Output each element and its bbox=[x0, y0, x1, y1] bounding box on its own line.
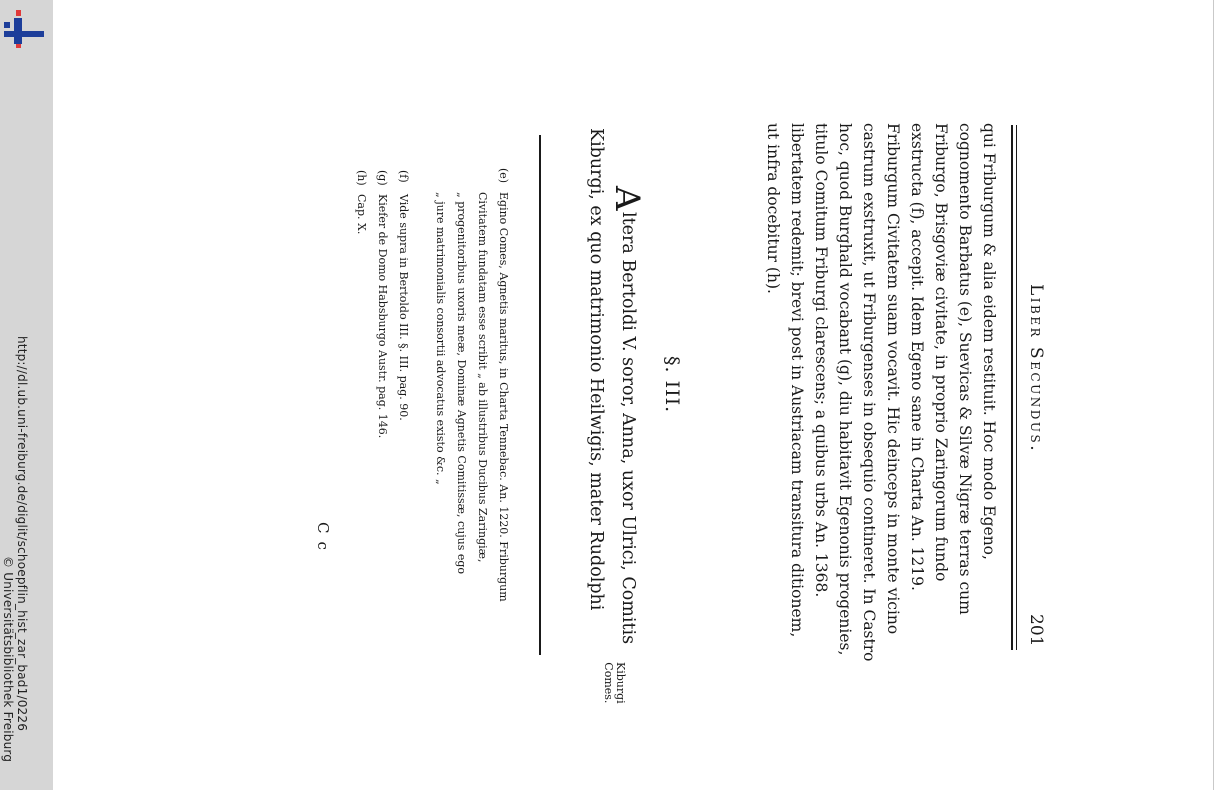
footnote-separator-rule bbox=[539, 135, 541, 655]
body-line-4: exstructa (f), accepit. Idem Egeno sane in Charta An. 1219. bbox=[908, 123, 926, 591]
footnote-line: Kiefer de Domo Habsburgo Austr. pag. 146. bbox=[376, 194, 389, 439]
body-line-5: Friburgum Civitatem suam vocavit. Hic deinceps in monte vicino bbox=[884, 123, 902, 635]
section-line-1: ltera Bertoldi V. soror, Anna, uxor Ulrici, Comitis bbox=[618, 212, 638, 645]
section-line-2: Kiburgi, ex quo matrimonio Heilwigis, mater Rudolphi bbox=[586, 128, 606, 611]
footnote-line: Vide supra in Bertoldo III. §. III. pag. 90. bbox=[397, 194, 410, 421]
copyright-notice: © Universitätsbibliothek Freiburg bbox=[1, 556, 15, 763]
drop-cap-letter: A bbox=[607, 186, 647, 211]
footnote-line: Cap. X. bbox=[355, 194, 368, 235]
header-rule-thin bbox=[1016, 125, 1017, 650]
footnote-line: „ progenitoribus uxoris meæ, Dominæ Agnetis Comitissæ, cujus ego bbox=[455, 192, 468, 575]
body-line-10: ut infra docebitur (h). bbox=[764, 123, 782, 294]
permalink-url[interactable]: http://dl.ub.uni-freiburg.de/diglit/schoepflin_hist_zar_bad1/0226 bbox=[15, 336, 29, 732]
footnote-mark: (h) bbox=[355, 170, 368, 186]
body-line-9: libertatem redemit; brevi post in Austriacam transitura ditionem, bbox=[788, 123, 806, 638]
margin-note-line-2: Comes. bbox=[602, 662, 615, 704]
section-heading: §. III. bbox=[661, 356, 683, 414]
body-line-7: hoc, quod Burghald vocabant (g), diu habitavit Egenonis progenies, bbox=[836, 123, 854, 656]
footnote-line: Egino Comes, Agnetis maritus, in Charta Tennebac. An. 1220. Friburgum bbox=[497, 192, 510, 602]
footnote-line: „ jure matrimonialis consortii advocatus existo &c. „ bbox=[434, 192, 447, 485]
body-line-2: cognomento Barbatus (e), Suevicas & Silvæ Nigræ terras cum bbox=[956, 123, 974, 615]
body-line-3: Friburgo, Brisgoviæ civitate, in proprio Zaringorum fundo bbox=[932, 123, 950, 582]
footnote-mark: (e) bbox=[497, 168, 510, 184]
running-header-title: Liber Secundus. bbox=[1026, 284, 1046, 454]
signature-mark: Cc bbox=[314, 522, 332, 558]
body-line-8: titulo Comitum Friburgi clarescens; a quibus urbs An. 1368. bbox=[812, 123, 830, 598]
body-line-6: castrum exstruxit, ut Friburgenses in obsequio contineret. In Castro bbox=[860, 123, 878, 662]
footnote-mark: (f) bbox=[397, 170, 410, 183]
margin-note bbox=[602, 662, 626, 704]
header-rule-thick bbox=[1011, 125, 1013, 650]
footnote-mark: (g) bbox=[376, 170, 389, 186]
body-line-1: qui Friburgum & alia eidem restituit. Hoc modo Egeno, bbox=[980, 123, 998, 560]
margin-note-line-1: Kiburgi bbox=[614, 662, 627, 704]
footnote-line: Civitatem fundatam esse scribit „ ab illustribus Ducibus Zaringiæ, bbox=[476, 192, 489, 563]
page-number: 201 bbox=[1026, 614, 1046, 647]
